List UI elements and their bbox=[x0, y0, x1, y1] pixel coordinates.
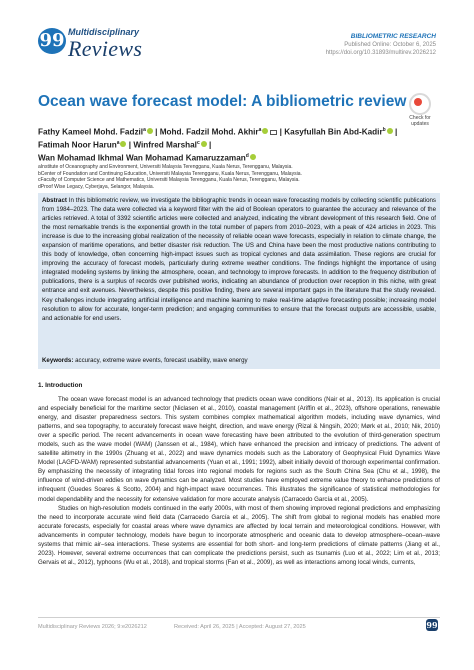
paragraph: Studies on high-resolution models continued in the early 2000s, with most of them showing improved regional predictions and emphasizing the need to incorporate accurate wind field data (Carracedo García et al., 2005). The shift from global to regional models has enabled more accurate forecasts, especially for coastal areas where wave dynamics are affected by local terrain and meteorological conditions. However, with advancements in computer technology, models have begun to incorporate atmospheric and oceanic data to develop atmosphere–ocean–wave systems that mimic air–sea interactions. These systems are essential for both short- and long-term predictions of climate patterns (Jiang et al., 2023). However, several extreme occurrences that can complicate the predictions persist, such as tsunamis (Luo et al., 2022; Lim et al., 2013; Gervais et al., 2012), typhoons (Wu et al., 2018), and tropical storms (Fan et al., 2009), as well as interactions among local winds, currents, bbox=[38, 504, 440, 566]
author-name[interactable]: Fathy Kameel Mohd. Fadzil bbox=[38, 127, 144, 137]
article-title: Ocean wave forecast model: A bibliometric review bbox=[38, 93, 407, 110]
author-affil-sup: b bbox=[382, 127, 386, 133]
footer-dates: Received: April 26, 2025 | Accepted: August 27, 2025 bbox=[174, 624, 306, 630]
author-name[interactable]: Kasyfullah Bin Abd-Kadir bbox=[284, 127, 383, 137]
keywords-text: accuracy, extreme wave events, forecast usability, wave energy bbox=[75, 357, 248, 364]
orcid-icon[interactable] bbox=[147, 128, 153, 134]
orcid-icon[interactable] bbox=[250, 154, 256, 160]
abstract bbox=[42, 196, 436, 323]
article-meta bbox=[326, 33, 436, 57]
author-separator: | bbox=[128, 140, 132, 150]
author-affil-sup: a bbox=[143, 127, 146, 133]
published-date: Published Online: October 6, 2025 bbox=[344, 42, 436, 48]
orcid-icon[interactable] bbox=[120, 141, 126, 147]
author-affil-sup: d bbox=[245, 153, 249, 160]
journal-logo-name: Reviews bbox=[68, 36, 143, 61]
author-affil-sup: a bbox=[116, 140, 120, 147]
keywords bbox=[42, 357, 436, 365]
section-heading: 1. Introduction bbox=[38, 382, 83, 389]
author-name[interactable]: Mohd. Fadzil Mohd. Akhir bbox=[159, 127, 259, 137]
check-updates-icon bbox=[409, 93, 431, 115]
affiliation-line: aInstitute of Oceanography and Environment, Universiti Malaysia Terengganu, Kuala Nerus, Terengganu, Malaysia. bbox=[38, 164, 293, 170]
affiliation-line: bCenter of Foundation and Continuing Education, Universiti Malaysia Terengganu, Kuala Nerus, Terengganu, Malaysia. bbox=[38, 170, 302, 177]
paragraph: The ocean wave forecast model is an advanced technology that predicts ocean wave conditions (Nair et al., 2013). Its application is crucial and especially beneficial for the maritime sector (Niclasen et al., 2010), coastal management (Ariffin et al., 2023), offshore operations, renewable energy, and disaster preparedness sectors. This system combines complex mathematical algorithm models, including wave dynamics, wind patterns, and sea topography, to accurately forecast wave height, direction, and wave energy (Rizal & Ningsih, 2020; Mørk et al., 2010; Nik, 2010) over a specific period. The recent advancements in ocean wave forecasting have been attributed to the evolution of third-generation spectrum models, such as the wave model (WAM) (Janssen et al., 1984), which have enhanced the precision and intricacy of predictions. The advent of satellite altimetry in the 1990s (Zhuang et al., 2022) and wave dynamics models such as the Laboratory of Geophysical Fluid Dynamics Wave Model (LAGFD-WAM) represented substantial advancements (Yuan et al., 1991; 1992), albeit initially devoid of thorough experimental confirmation. By emphasizing the necessity of integrating tidal forces into regional models for regions such as the South China Sea (Chu et al., 1998), the influence of wind-driven eddies on wave dynamics can be analyzed. Most studies have employed extreme value theory to enhance predictions of infrequent (Guedes Soares & Scotto, 2004) and high-impact wave occurrences. This illustrates the significance of statistical methodologies for model dependability and the necessity for extensive validation for more accurate analysis (Carracedo García et al., 2005). bbox=[38, 396, 440, 503]
orcid-icon[interactable] bbox=[262, 128, 268, 134]
author-name[interactable]: Winfred Marshal bbox=[133, 140, 197, 150]
check-for-updates-button[interactable] bbox=[405, 93, 435, 127]
orcid-icon[interactable] bbox=[387, 128, 393, 134]
author-separator: | bbox=[279, 127, 282, 137]
check-updates-label: Check for updates bbox=[409, 115, 431, 127]
abstract-label: Abstract bbox=[42, 197, 67, 204]
author-affil-sup: a bbox=[258, 127, 262, 133]
footer-logo-icon: 99 bbox=[426, 620, 438, 630]
affiliation-line: cFaculty of Computer Science and Mathematics, Universiti Malaysia Terengganu, Kuala Nerus, Terengganu, Malaysia. bbox=[38, 177, 300, 184]
footer-citation: Multidisciplinary Reviews 2026; 9:e2026212 bbox=[38, 624, 147, 630]
author-name[interactable]: Fatimah Noor Harun bbox=[38, 140, 117, 150]
footer-divider bbox=[38, 617, 440, 618]
author-separator: | bbox=[155, 127, 158, 137]
journal-logo-icon: 99 bbox=[38, 28, 66, 54]
affiliation-line: dProof Wise Legacy, Cyberjaya, Selangor, Malaysia. bbox=[38, 183, 155, 190]
body-text bbox=[38, 395, 440, 567]
author-separator: | bbox=[209, 140, 212, 150]
affiliations bbox=[38, 164, 438, 190]
author-separator: | bbox=[395, 127, 398, 137]
journal-logo-top: Multidisciplinary bbox=[68, 27, 140, 37]
email-icon[interactable] bbox=[270, 130, 277, 135]
doi-link[interactable]: https://doi.org/10.31893/multirev.2026212 bbox=[325, 50, 436, 56]
author-affil-sup: c bbox=[196, 140, 200, 147]
orcid-icon[interactable] bbox=[201, 141, 207, 147]
author-list bbox=[38, 125, 433, 164]
keywords-label: Keywords: bbox=[42, 357, 74, 364]
author-name[interactable]: Wan Mohamad Ikhmal Wan Mohamad Kamaruzzaman bbox=[38, 154, 246, 164]
abstract-text: In this bibliometric review, we investigate the bibliographic trends in ocean wave forecasting models by collecting scientific publications from 1984–2023. The data were collected via a keyword filter with the aid of Boolean operators to guarantee the accuracy and relevance of the articles retrieved. A total of 3392 scientific articles were collected and analyzed, indicating the vibrant development of this research field. One of the most remarkable trends is the exponential growth in the total number of papers from 2010–2023, with a peak of 424 articles in 2023. This increase is due to the increasing global realization of the necessity of reliable ocean wave forecasts, especially in relation to climate change, the expansion of maritime operations, and better disaster risk reduction. The US and China have been the most productive nations contributing to this body of knowledge, often concerning high-impact issues such as tropical cyclones and data assimilation. These regions are crucial for improving the accuracy of forecast models, particularly during extreme weather conditions. The findings highlight the importance of using integrated modeling systems by linking the atmosphere, ocean, and technology to improve forecasts. In addition to the frequency distribution of publications, there is a surplus of records over published works, indicating an abundance of production over reception in this niche, with great entrance and exit avenues. Nevertheless, despite this positive finding, there are several important gaps in the literature that the study revealed. Key challenges include integrating artificial intelligence and machine learning to make real-time adaptive forecasting possible; increasing model resolution to allow for accurate, longer-term prediction; and engaging communities to ensure that the forecast outputs are accessible, usable, and actionable for end users. bbox=[42, 197, 437, 322]
article-category: BIBLIOMETRIC RESEARCH bbox=[350, 33, 436, 40]
